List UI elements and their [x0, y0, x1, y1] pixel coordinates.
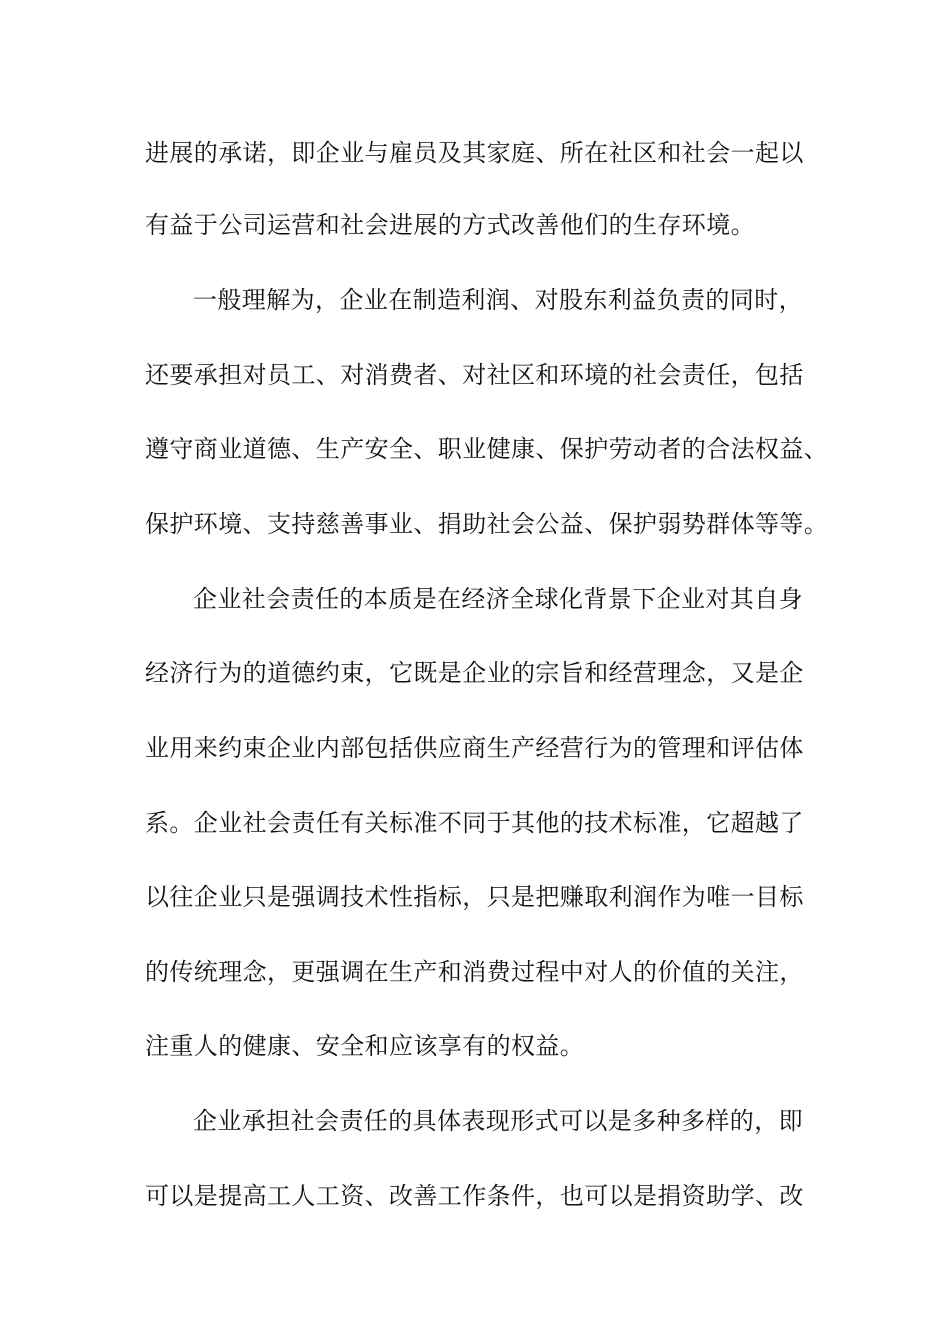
text-line: 业用来约束企业内部包括供应商生产经营行为的管理和评估体	[145, 734, 804, 762]
text-line: 企业社会责任的本质是在经济全球化背景下企业对其自身	[193, 585, 803, 613]
text-line: 经济行为的道德约束，它既是企业的宗旨和经营理念，又是企	[145, 659, 804, 687]
text-line: 可以是提高工人工资、改善工作条件，也可以是捐资助学、改	[145, 1182, 804, 1210]
text-line: 还要承担对员工、对消费者、对社区和环境的社会责任，包括	[145, 361, 804, 389]
text-line: 的传统理念，更强调在生产和消费过程中对人的价值的关注，	[145, 958, 804, 986]
text-line: 注重人的健康、安全和应该享有的权益。	[145, 1032, 585, 1060]
text-line: 遵守商业道德、生产安全、职业健康、保护劳动者的合法权益、	[145, 435, 829, 463]
text-line: 一般理解为，企业在制造利润、对股东利益负责的同时，	[193, 286, 803, 314]
text-line: 系。企业社会责任有关标准不同于其他的技术标准，它超越了	[145, 809, 804, 837]
text-line: 保护环境、支持慈善事业、捐助社会公益、保护弱势群体等等。	[145, 510, 829, 538]
text-line: 以往企业只是强调技术性指标，只是把赚取利润作为唯一目标	[145, 883, 804, 911]
text-line: 企业承担社会责任的具体表现形式可以是多种多样的，即	[193, 1107, 803, 1135]
text-line: 有益于公司运营和社会进展的方式改善他们的生存环境。	[145, 211, 755, 239]
text-line: 进展的承诺，即企业与雇员及其家庭、所在社区和社会一起以	[145, 139, 804, 167]
